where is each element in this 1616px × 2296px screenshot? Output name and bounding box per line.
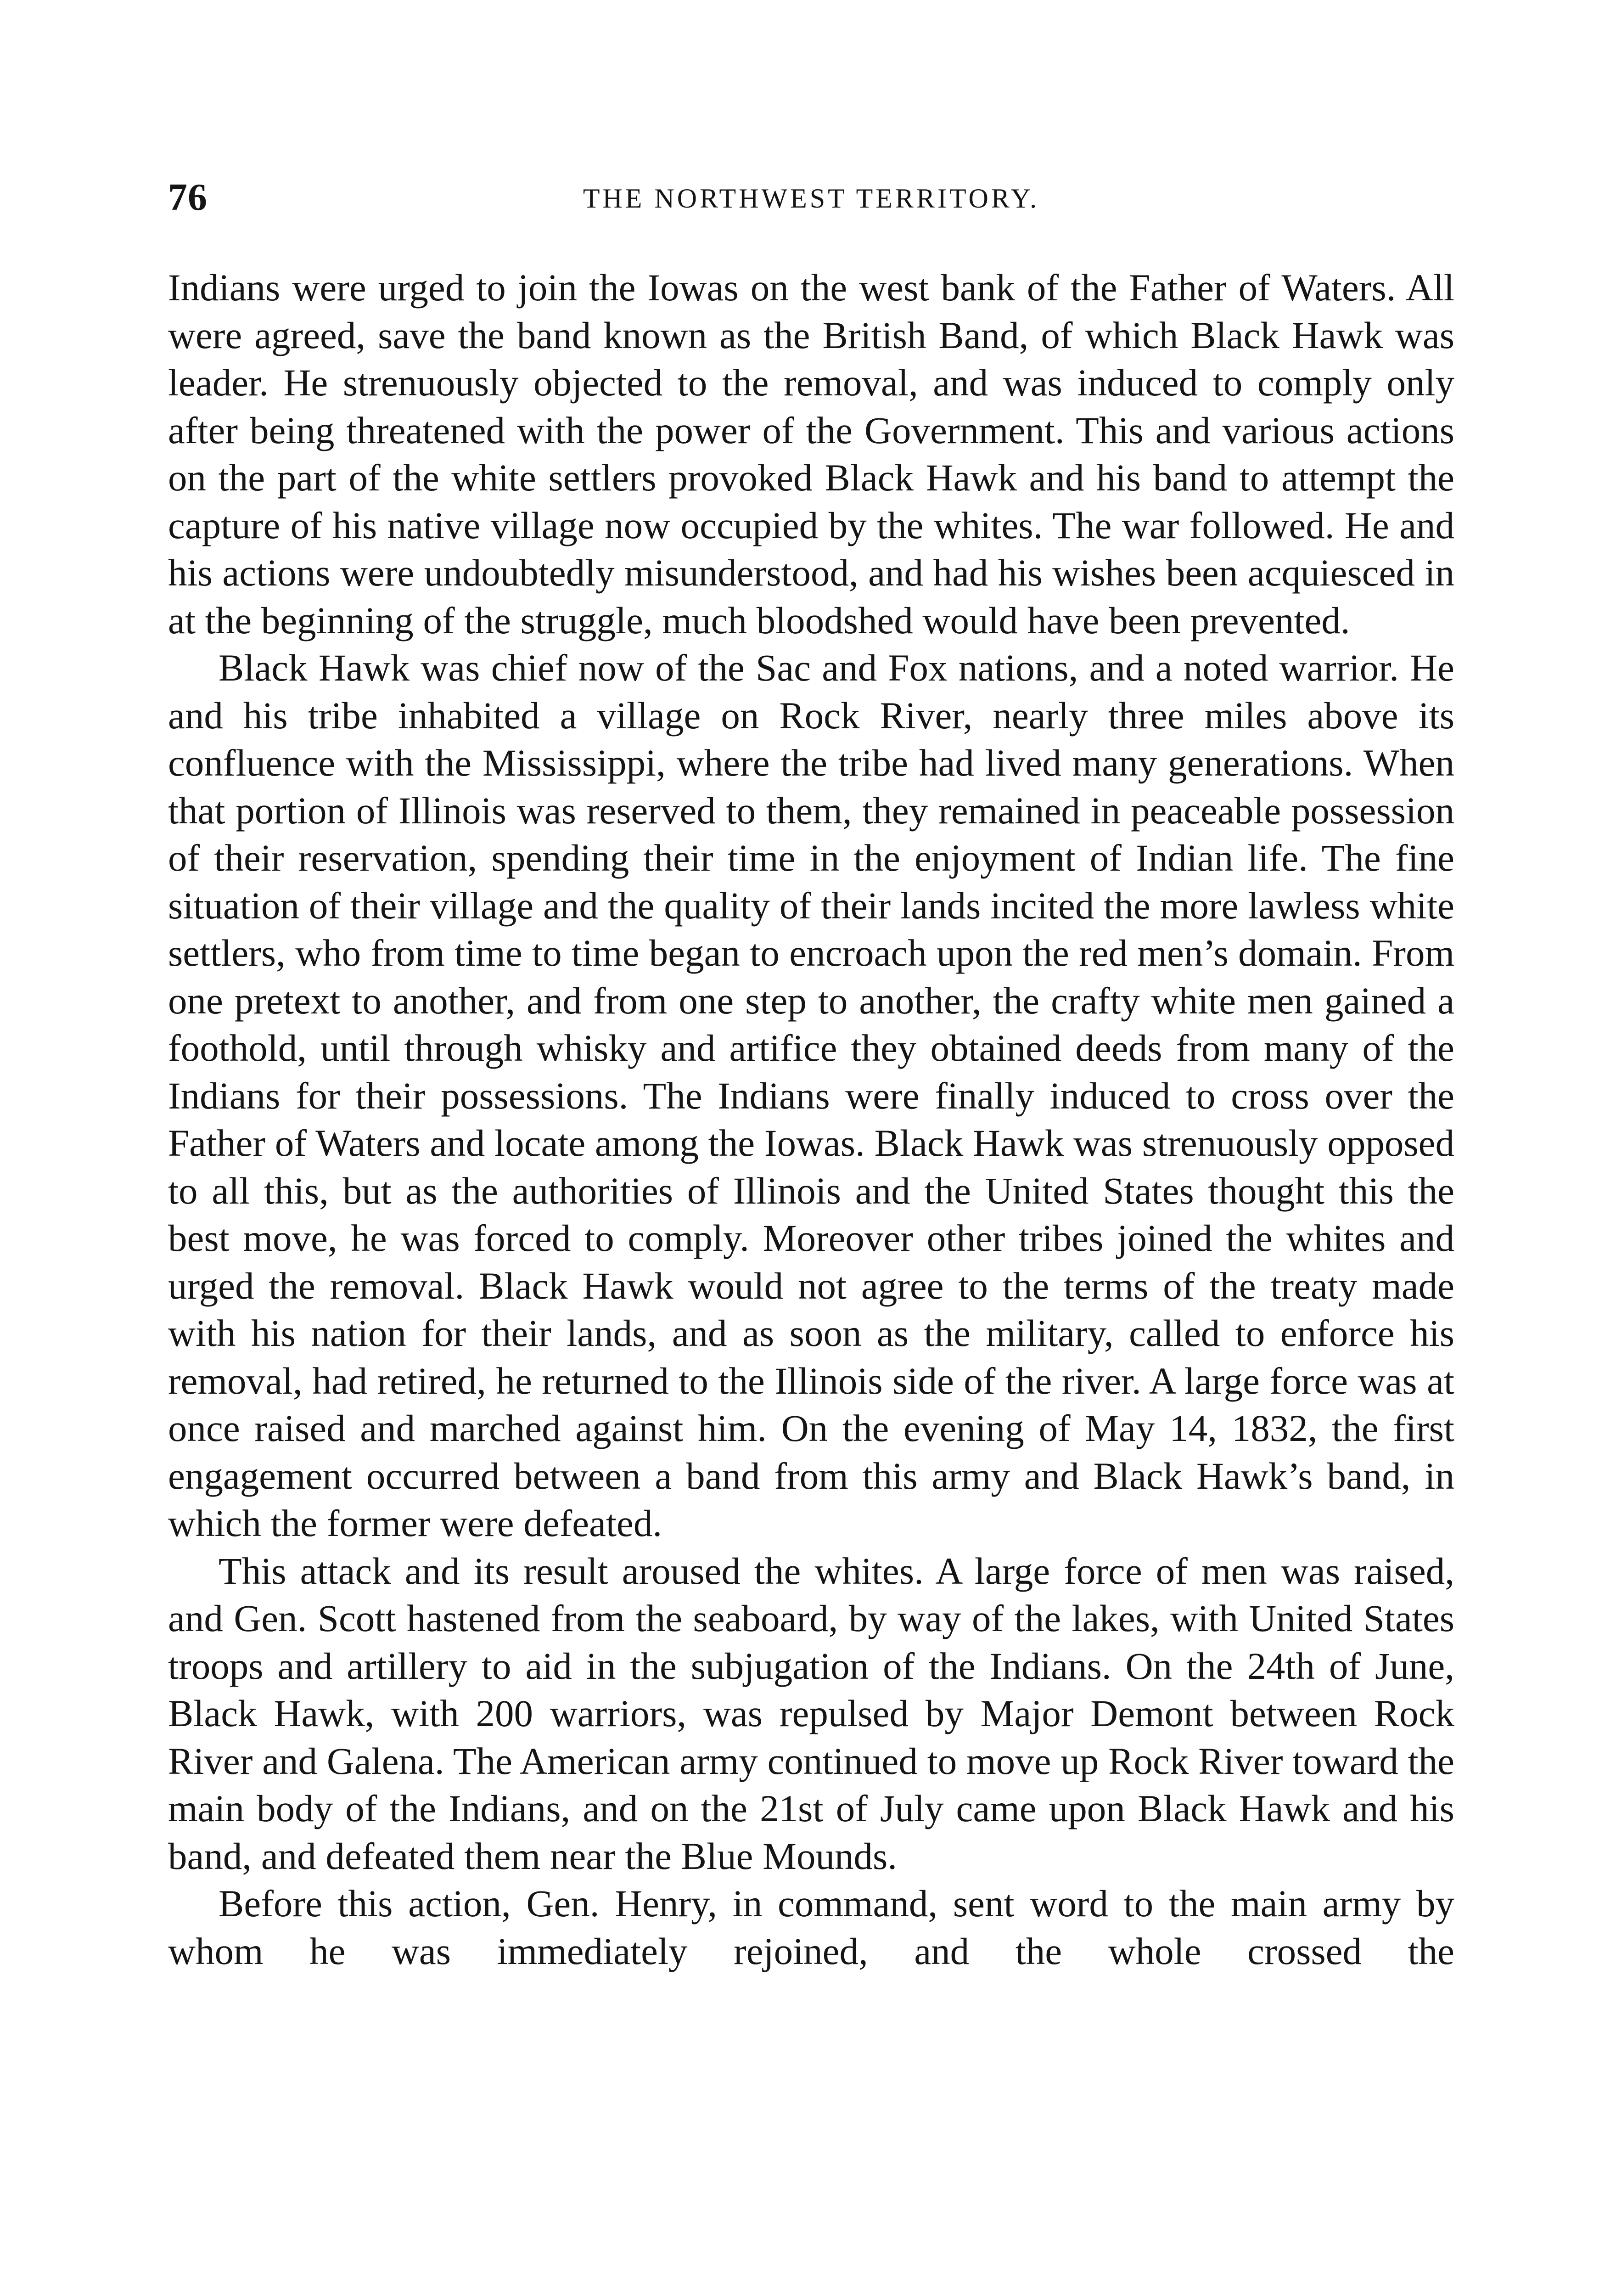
paragraph-before-action: Before this action, Gen. Henry, in command, sent word to the main army by whom he was immediately rejoined, and the whole crossed the	[168, 1882, 1454, 1972]
body-text	[168, 264, 1454, 1975]
running-title: THE NORTHWEST TERRITORY.	[583, 183, 1040, 214]
paragraph-attack-result: This attack and its result aroused the whites. A large force of men was raised, and Gen. Scott hastened from the seaboard, by way of the lakes, with United States troops and artillery to aid in the subjugation of the Indians. On the 24th of June, Black Hawk, with 200 warriors, was repulsed by Major Demont between Rock River and Galena. The American army continued to move up Rock River toward the main body of the Indians, and on the 21st of July came upon Black Hawk and his band, and defeated them near the Blue Mounds.	[168, 1549, 1454, 1877]
paragraph-continued: Indians were urged to join the Iowas on the west bank of the Father of Waters. All were agreed, save the band known as the British Band, of which Black Hawk was leader. He strenuously objected to the removal, and was induced to comply only after being threatened with the power of the Government. This and various actions on the part of the white settlers provoked Black Hawk and his band to attempt the capture of his native village now occupied by the whites. The war followed. He and his actions were undoubtedly misunderstood, and had his wishes been acquiesced in at the beginning of the struggle, much bloodshed would have been prevented.	[168, 266, 1454, 642]
page-number: 76	[168, 176, 208, 219]
page-header	[168, 172, 1454, 223]
paragraph-black-hawk-chief: Black Hawk was chief now of the Sac and Fox nations, and a noted warrior. He and his tribe inhabited a village on Rock River, nearly three miles above its confluence with the Mississippi, where the tribe had lived many generations. When that portion of Illinois was reserved to them, they remained in peaceable possession of their reservation, spending their time in the enjoyment of Indian life. The fine situation of their village and the quality of their lands incited the more lawless white settlers, who from time to time began to encroach upon the red men’s domain. From one pretext to another, and from one step to another, the crafty white men gained a foothold, until through whisky and artifice they obtained deeds from many of the Indians for their possessions. The Indians were finally induced to cross over the Father of Waters and locate among the Iowas. Black Hawk was strenuously opposed to all this, but as the authorities of Illinois and the United States thought this the best move, he was forced to comply. Moreover other tribes joined the whites and urged the removal. Black Hawk would not agree to the terms of the treaty made with his nation for their lands, and as soon as the military, called to enforce his removal, had retired, he returned to the Illinois side of the river. A large force was at once raised and marched against him. On the evening of May 14, 1832, the first engagement occurred between a band from this army and Black Hawk’s band, in which the former were defeated.	[168, 647, 1454, 1544]
